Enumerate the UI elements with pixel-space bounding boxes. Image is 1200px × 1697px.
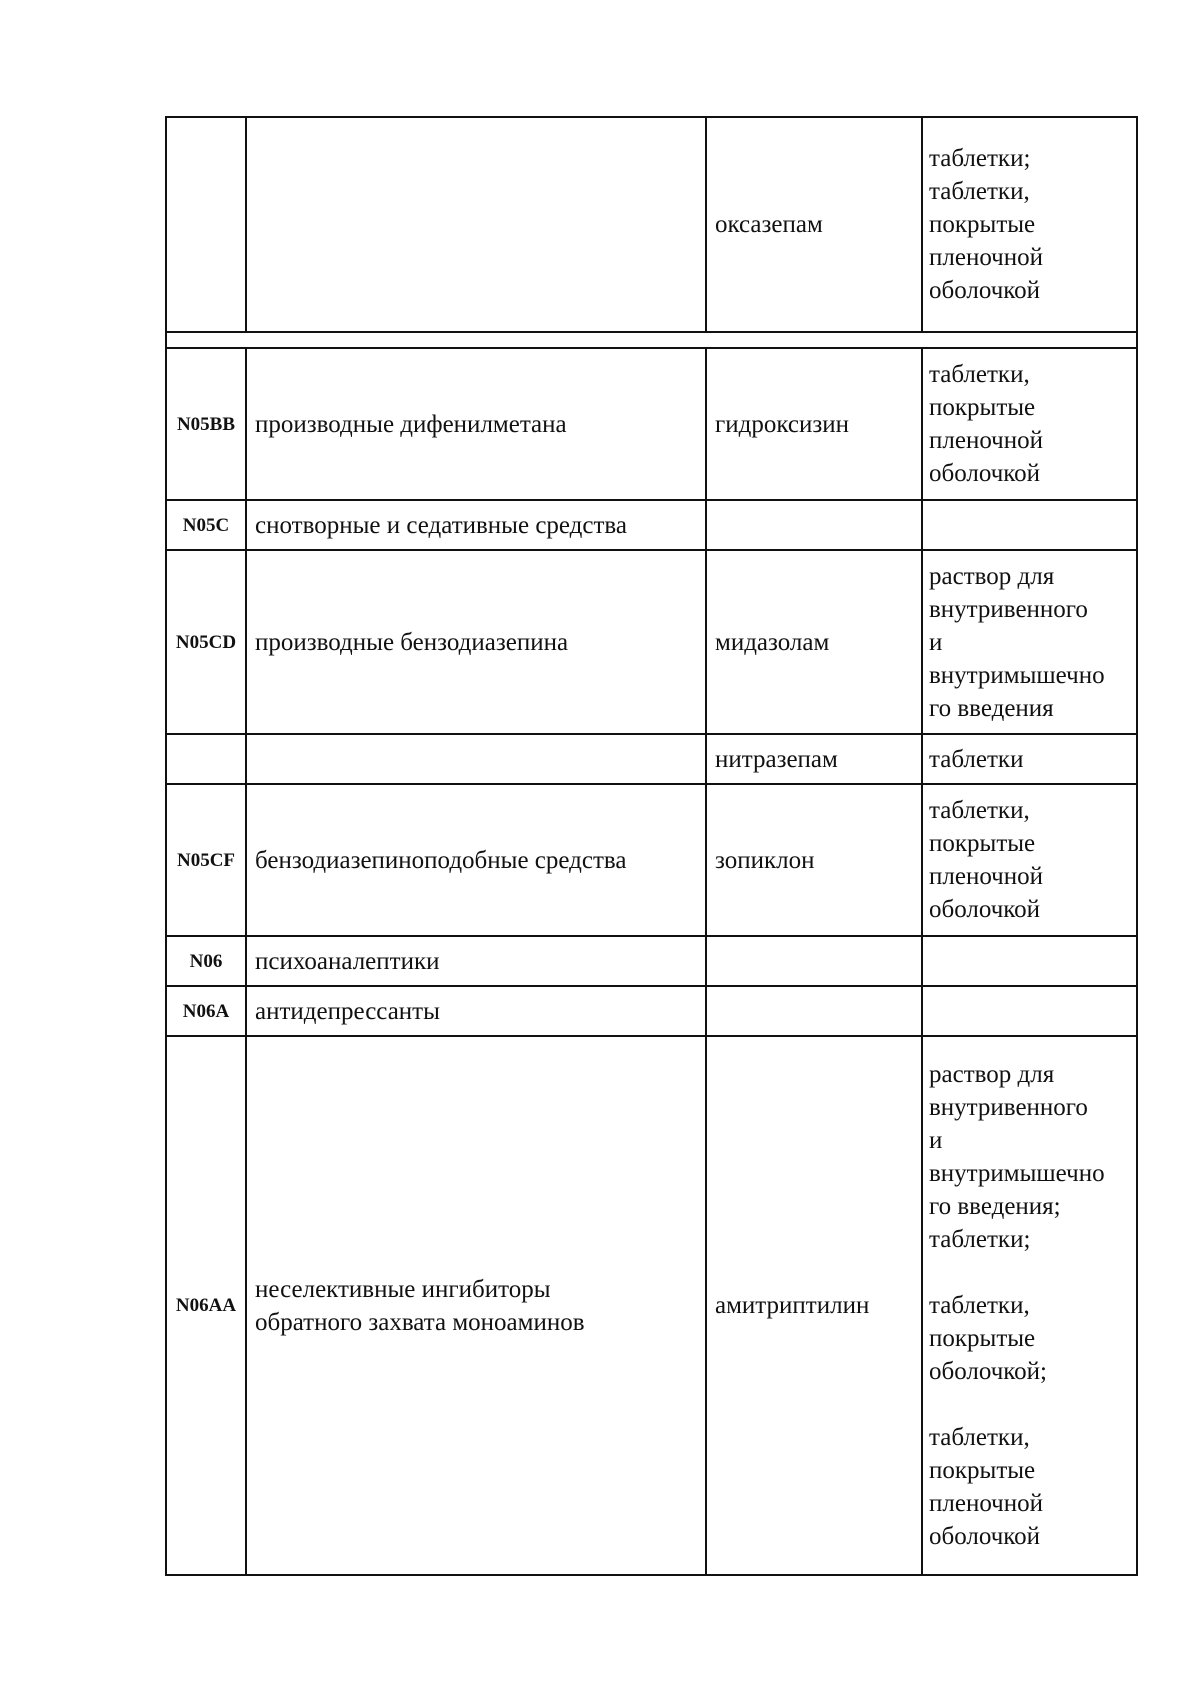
atc-code-cell: N05C (167, 501, 247, 551)
group-cell: производные бензодиазепина (247, 551, 707, 735)
drug-name-cell (707, 501, 923, 551)
dosage-form-cell (923, 937, 1136, 987)
atc-code-cell: N06 (167, 937, 247, 987)
atc-code-cell: N05CF (167, 785, 247, 937)
drug-name-cell: оксазепам (707, 118, 923, 333)
dosage-form-cell: таблетки, покрытые пленочной оболочкой (923, 785, 1136, 937)
group-cell: бензодиазепиноподобные средства (247, 785, 707, 937)
dosage-form-cell: таблетки; таблетки, покрытые пленочной оболочкой (923, 118, 1136, 333)
drug-name-cell: амитриптилин (707, 1037, 923, 1574)
group-cell (247, 735, 707, 785)
atc-code-cell (167, 735, 247, 785)
drug-name-cell: гидроксизин (707, 349, 923, 501)
dosage-form-cell: таблетки (923, 735, 1136, 785)
group-cell: неселективные ингибиторы обратного захвата моноаминов (247, 1037, 707, 1574)
table-row-separator (167, 333, 1136, 349)
atc-code-cell (167, 118, 247, 333)
dosage-form-cell: раствор для внутривенного и внутримышечно го введения; таблетки; таблетки, покрытые оболочкой; таблетки, покрытые пленочной оболочкой (929, 1061, 1105, 1550)
drug-name-cell: нитразепам (707, 735, 923, 785)
dosage-form-cell: раствор для внутривенного и внутримышечно го введения (923, 551, 1136, 735)
atc-code-cell: N06A (167, 987, 247, 1037)
drug-name-cell (707, 937, 923, 987)
dosage-form-cell (923, 987, 1136, 1037)
atc-code-cell: N06AA (167, 1037, 247, 1574)
group-cell: производные дифенилметана (247, 349, 707, 501)
group-cell: психоаналептики (247, 937, 707, 987)
atc-code-cell: N05CD (167, 551, 247, 735)
atc-code-cell: N05BB (167, 349, 247, 501)
group-cell: антидепрессанты (247, 987, 707, 1037)
drug-name-cell (707, 987, 923, 1037)
group-cell: снотворные и седативные средства (247, 501, 707, 551)
drug-name-cell: зопиклон (707, 785, 923, 937)
dosage-form-cell (923, 501, 1136, 551)
drug-name-cell: мидазолам (707, 551, 923, 735)
group-cell (247, 118, 707, 333)
dosage-form-cell: таблетки, покрытые пленочной оболочкой (923, 349, 1136, 501)
medication-table (165, 116, 1138, 1576)
